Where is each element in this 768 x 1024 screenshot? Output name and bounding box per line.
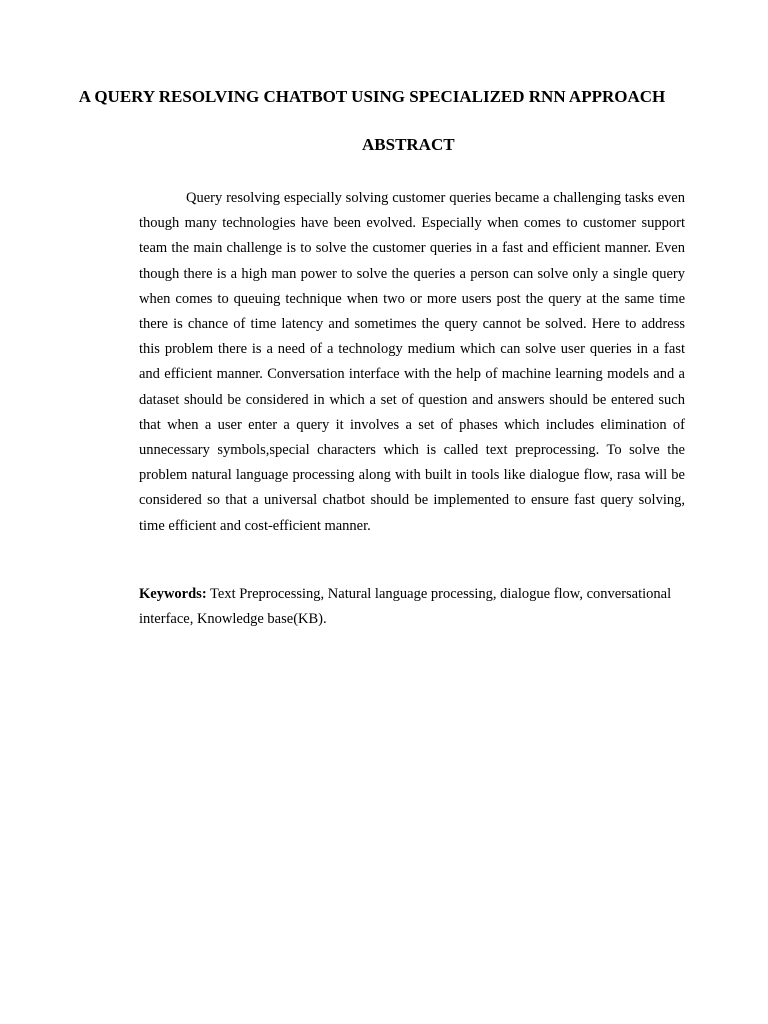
paper-title: A QUERY RESOLVING CHATBOT USING SPECIALIZED RNN APPROACH (78, 87, 666, 106)
abstract-paragraph: Query resolving especially solving customer queries became a challenging tasks even though many technologies have been evolved. Especially when comes to customer support team the main challenge is to solve the customer queries in a fast and efficient manner. Even though there is a high man power to solve the queries a person can solve only a single query when comes to queuing technique when two or more users post the query at the same time there is chance of time latency and sometimes the query cannot be solved. Here to address this problem there is a need of a technology medium which can solve user queries in a fast and efficient manner. Conversation interface with the help of machine learning models and a dataset should be considered in which a set of question and answers should be entered such that when a user enter a query it involves a set of phases which includes elimination of unnecessary symbols,special characters which is called text preprocessing. To solve the problem natural language processing along with built in tools like dialogue flow, rasa will be considered so that a universal chatbot should be implemented to ensure fast query solving, time efficient and cost-efficient manner. (139, 190, 685, 534)
keywords-label: Keywords: (139, 586, 207, 602)
keywords-text: Text Preprocessing, Natural language processing, dialogue flow, conversational interface, Knowledge base(KB). (139, 586, 672, 628)
abstract-heading: ABSTRACT (362, 135, 455, 154)
keywords-line (139, 582, 685, 632)
